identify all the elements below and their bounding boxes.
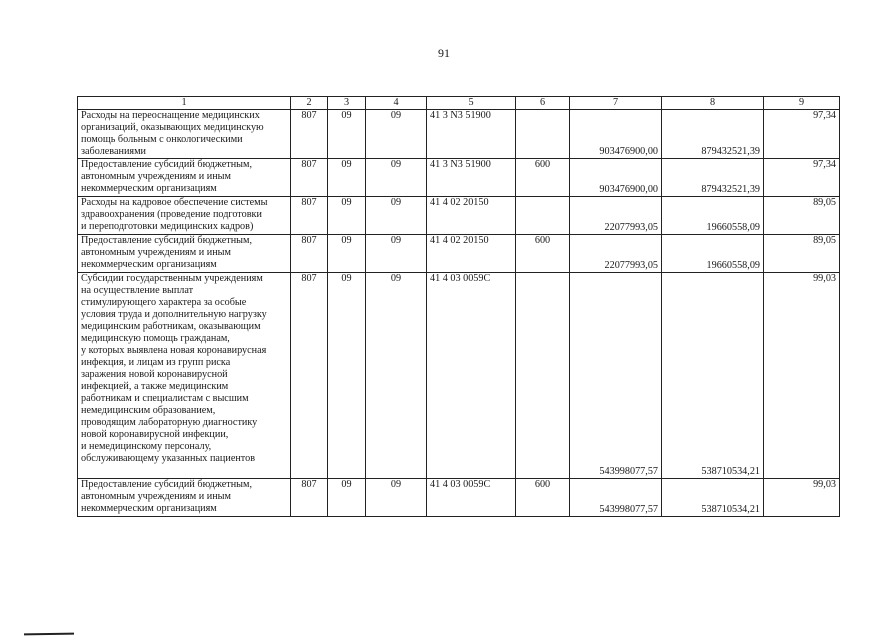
- cell-expense-type: 600: [516, 479, 570, 517]
- table-row: [78, 235, 840, 273]
- column-header: 1: [78, 97, 291, 110]
- cell-execution-percent: 99,03: [764, 273, 840, 479]
- row-description: Субсидии государственным учреждениям на осуществление выплат стимулирующего характера за особые условия труда и дополнительную нагрузку медицинским работникам, оказывающим медицинскую помощь гражданам, у которых выявлена новая коронавирусная инфекция, и лицам из групп риска заражения новой коронавирусной инфекцией, а также медицинским работникам и специалистам с высшим немедицинским образованием, проводящим лабораторную диагностику новой коронавирусной инфекции, и немедицинскому персоналу, обслуживающему указанных пациентов: [78, 273, 291, 479]
- cell-executed-amount: 19660558,09: [662, 235, 764, 273]
- cell-execution-percent: 99,03: [764, 479, 840, 517]
- cell-planned-amount: 22077993,05: [570, 197, 662, 235]
- cell-executed-amount: 879432521,39: [662, 110, 764, 159]
- cell-execution-percent: 89,05: [764, 197, 840, 235]
- cell-code-4: 09: [366, 273, 427, 479]
- cell-code-3: 09: [328, 479, 366, 517]
- cell-executed-amount: 879432521,39: [662, 159, 764, 197]
- cell-code-2: 807: [291, 110, 328, 159]
- column-header: 3: [328, 97, 366, 110]
- cell-code-3: 09: [328, 159, 366, 197]
- column-header: 6: [516, 97, 570, 110]
- cell-code-4: 09: [366, 479, 427, 517]
- cell-planned-amount: 543998077,57: [570, 479, 662, 517]
- cell-expense-type: 600: [516, 235, 570, 273]
- column-header: 4: [366, 97, 427, 110]
- cell-code-2: 807: [291, 479, 328, 517]
- cell-execution-percent: 97,34: [764, 159, 840, 197]
- cell-target-article: 41 3 N3 51900: [427, 110, 516, 159]
- row-description: Предоставление субсидий бюджетным, автономным учреждениям и иным некоммерческим организациям: [78, 235, 291, 273]
- cell-executed-amount: 538710534,21: [662, 273, 764, 479]
- column-header: 5: [427, 97, 516, 110]
- cell-target-article: 41 4 03 0059С: [427, 273, 516, 479]
- row-description: Предоставление субсидий бюджетным, автономным учреждениям и иным некоммерческим организациям: [78, 159, 291, 197]
- table-row: [78, 273, 840, 479]
- cell-code-4: 09: [366, 197, 427, 235]
- cell-code-3: 09: [328, 273, 366, 479]
- cell-code-2: 807: [291, 159, 328, 197]
- table-row: [78, 159, 840, 197]
- cell-planned-amount: 903476900,00: [570, 159, 662, 197]
- cell-code-4: 09: [366, 235, 427, 273]
- row-description: Предоставление субсидий бюджетным, автономным учреждениям и иным некоммерческим организациям: [78, 479, 291, 517]
- cell-target-article: 41 4 03 0059С: [427, 479, 516, 517]
- cell-executed-amount: 538710534,21: [662, 479, 764, 517]
- budget-table: [77, 96, 840, 517]
- table-row: [78, 479, 840, 517]
- cell-executed-amount: 19660558,09: [662, 197, 764, 235]
- column-header: 9: [764, 97, 840, 110]
- cell-expense-type: [516, 197, 570, 235]
- row-description: Расходы на переоснащение медицинских организаций, оказывающих медицинскую помощь больным с онкологическими заболеваниями: [78, 110, 291, 159]
- table-row: [78, 110, 840, 159]
- cell-target-article: 41 3 N3 51900: [427, 159, 516, 197]
- cell-planned-amount: 903476900,00: [570, 110, 662, 159]
- column-header: 8: [662, 97, 764, 110]
- cell-code-2: 807: [291, 197, 328, 235]
- cell-planned-amount: 543998077,57: [570, 273, 662, 479]
- cell-code-3: 09: [328, 197, 366, 235]
- cell-execution-percent: 97,34: [764, 110, 840, 159]
- column-header: 2: [291, 97, 328, 110]
- table-row: [78, 197, 840, 235]
- table-header-row: [78, 97, 840, 110]
- cell-code-2: 807: [291, 235, 328, 273]
- row-description: Расходы на кадровое обеспечение системы здравоохранения (проведение подготовки и переподготовки медицинских кадров): [78, 197, 291, 235]
- cell-code-3: 09: [328, 110, 366, 159]
- cell-code-3: 09: [328, 235, 366, 273]
- cell-planned-amount: 22077993,05: [570, 235, 662, 273]
- cell-expense-type: 600: [516, 159, 570, 197]
- cell-execution-percent: 89,05: [764, 235, 840, 273]
- column-header: 7: [570, 97, 662, 110]
- cell-code-4: 09: [366, 110, 427, 159]
- cell-target-article: 41 4 02 20150: [427, 197, 516, 235]
- cell-expense-type: [516, 110, 570, 159]
- scan-edge-mark: [24, 633, 74, 636]
- cell-code-2: 807: [291, 273, 328, 479]
- cell-code-4: 09: [366, 159, 427, 197]
- page-number: 91: [438, 46, 450, 60]
- cell-target-article: 41 4 02 20150: [427, 235, 516, 273]
- cell-expense-type: [516, 273, 570, 479]
